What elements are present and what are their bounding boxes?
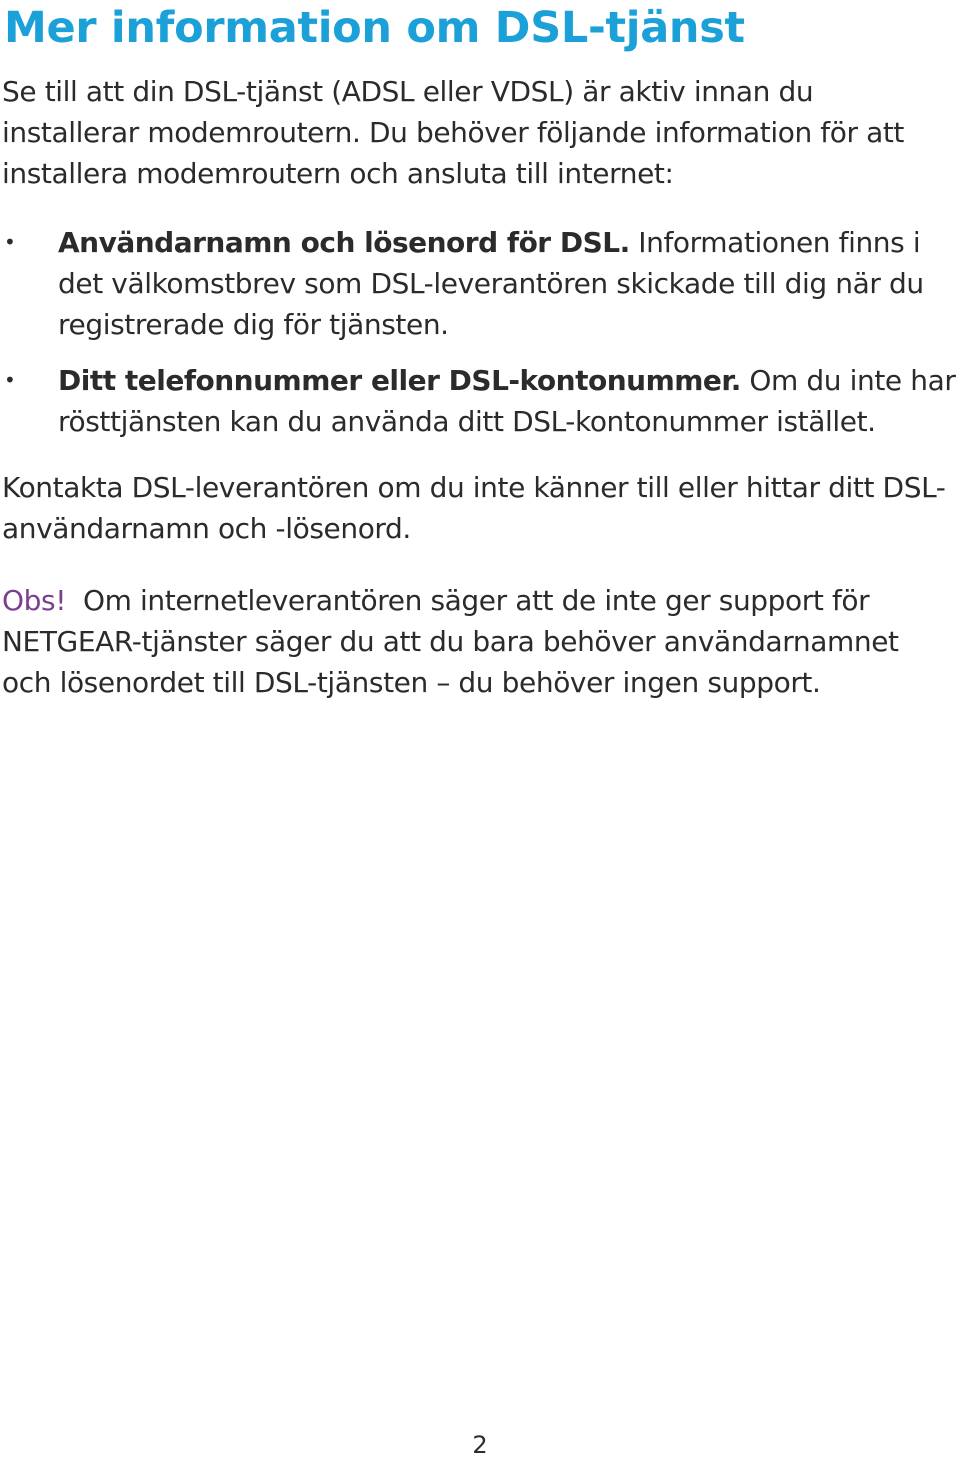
list-item [0,360,960,442]
list-item-heading: Användarnamn och lösenord för DSL. [58,226,630,259]
list-item-heading: Ditt telefonnummer eller DSL-kontonummer. [58,364,741,397]
contact-paragraph: Kontakta DSL-leverantören om du inte känner till eller hittar ditt DSL-användarnamn och -lösenord. [2,471,946,545]
note-label: Obs! [2,584,67,617]
note-text: Om internetleverantören säger att de inte ger support för NETGEAR-tjänster säger du att du bara behöver användarnamnet och lösenordet till DSL-tjänsten – du behöver ingen support. [2,584,908,699]
bullet-icon: • [4,368,16,392]
page-number: 2 [472,1431,488,1459]
intro-paragraph: Se till att din DSL-tjänst (ADSL eller VDSL) är aktiv innan du installerar modemroutern. Du behöver följande information för att installera modemroutern och ansluta till internet: [2,75,905,190]
note-paragraph [2,580,952,703]
bullet-icon: • [4,230,16,254]
requirements-list [0,222,960,442]
list-item-text: Informationen finns i det välkomstbrev som DSL-leverantören skickade till dig när du registrerade dig för tjänsten. [58,226,924,341]
list-item [0,222,960,345]
list-item-text: Om du inte har rösttjänsten kan du använda ditt DSL-kontonummer istället. [58,364,956,438]
page-heading: Mer information om DSL-tjänst [4,3,745,53]
